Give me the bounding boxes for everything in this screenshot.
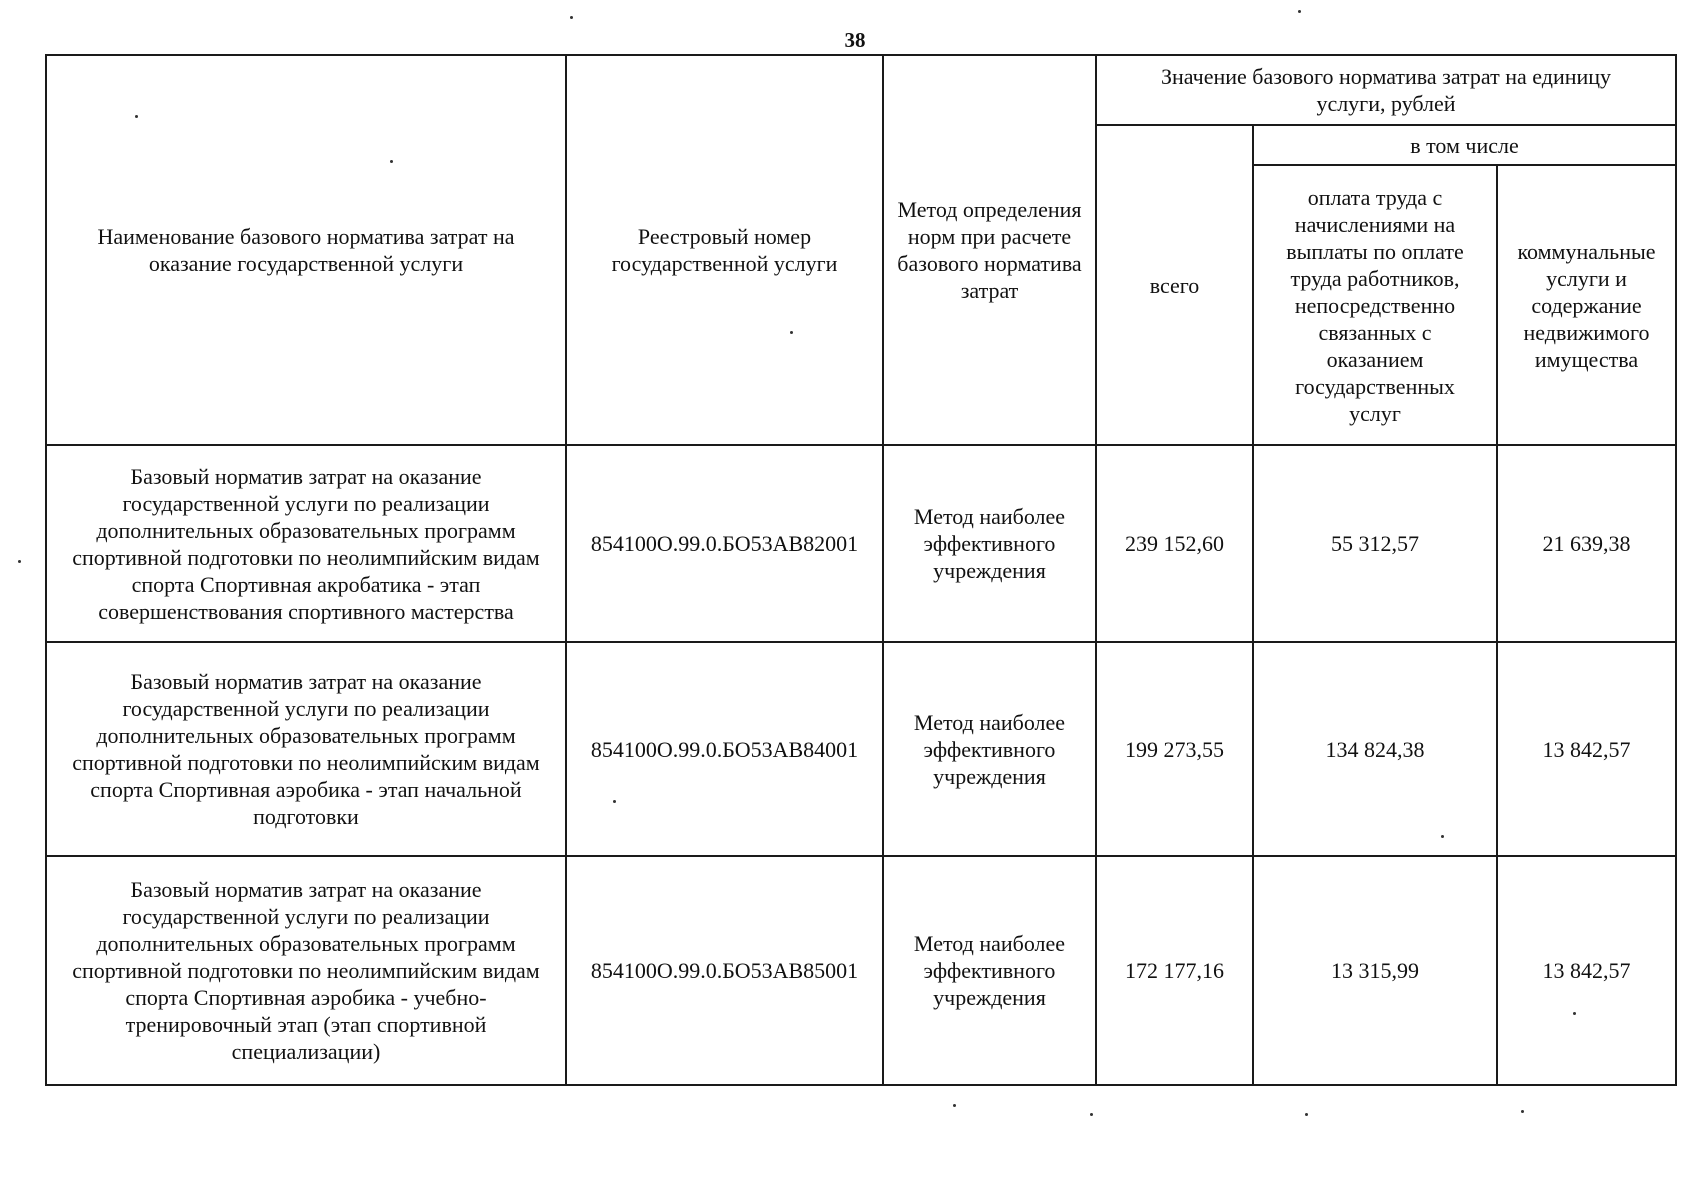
row-labor: 13 315,99 — [1253, 856, 1497, 1085]
row-method: Метод наиболее эффективного учреждения — [883, 856, 1096, 1085]
row-utilities: 21 639,38 — [1497, 445, 1676, 642]
row-name: Базовый норматив затрат на оказание государственной услуги по реализации дополнительных образовательных программ спортивной подготовки по неолимпийским видам спорта Спортивная аэробика - учебно-тренировочный этап (этап спортивной специализации) — [46, 856, 566, 1085]
row-labor: 55 312,57 — [1253, 445, 1497, 642]
row-registry: 854100О.99.0.БО53АВ85001 — [566, 856, 883, 1085]
row-method: Метод наиболее эффективного учреждения — [883, 642, 1096, 856]
scan-speck — [1441, 835, 1444, 838]
scan-speck — [1090, 1113, 1093, 1116]
header-value-group: Значение базового норматива затрат на единицу услуги, рублей — [1096, 55, 1676, 125]
row-name: Базовый норматив затрат на оказание государственной услуги по реализации дополнительных образовательных программ спортивной подготовки по неолимпийским видам спорта Спортивная акробатика - этап совершенствования спортивного мастерства — [46, 445, 566, 642]
row-name: Базовый норматив затрат на оказание государственной услуги по реализации дополнительных образовательных программ спортивной подготовки по неолимпийским видам спорта Спортивная аэробика - этап начальной подготовки — [46, 642, 566, 856]
row-total: 199 273,55 — [1096, 642, 1253, 856]
page-number: 38 — [844, 28, 866, 52]
row-total: 172 177,16 — [1096, 856, 1253, 1085]
scan-speck — [953, 1104, 956, 1107]
header-registry: Реестровый номер государственной услуги — [566, 55, 883, 445]
scan-speck — [1521, 1110, 1524, 1113]
header-row-1 — [46, 55, 1676, 125]
row-total: 239 152,60 — [1096, 445, 1253, 642]
header-including: в том числе — [1253, 125, 1676, 165]
scan-speck — [18, 560, 21, 563]
row-utilities: 13 842,57 — [1497, 856, 1676, 1085]
scan-speck — [790, 331, 793, 334]
scan-speck — [1305, 1113, 1308, 1116]
row-registry: 854100О.99.0.БО53АВ84001 — [566, 642, 883, 856]
scan-speck — [1298, 10, 1301, 13]
row-method: Метод наиболее эффективного учреждения — [883, 445, 1096, 642]
header-name: Наименование базового норматива затрат на оказание государственной услуги — [46, 55, 566, 445]
scan-speck — [570, 16, 573, 19]
header-utilities: коммунальные услуги и содержание недвижимого имущества — [1497, 165, 1676, 445]
header-labor: оплата труда с начислениями на выплаты по оплате труда работников, непосредственно связанных с оказанием государственных услуг — [1253, 165, 1497, 445]
header-total: всего — [1096, 125, 1253, 445]
table-row — [46, 856, 1676, 1085]
row-registry: 854100О.99.0.БО53АВ82001 — [566, 445, 883, 642]
row-labor: 134 824,38 — [1253, 642, 1497, 856]
scan-speck — [1573, 1012, 1576, 1015]
scan-speck — [390, 160, 393, 163]
table-row — [46, 642, 1676, 856]
scan-speck — [613, 800, 616, 803]
scan-speck — [135, 115, 138, 118]
table-row — [46, 445, 1676, 642]
header-method: Метод определения норм при расчете базового норматива затрат — [883, 55, 1096, 445]
norms-table — [45, 54, 1677, 1086]
row-utilities: 13 842,57 — [1497, 642, 1676, 856]
